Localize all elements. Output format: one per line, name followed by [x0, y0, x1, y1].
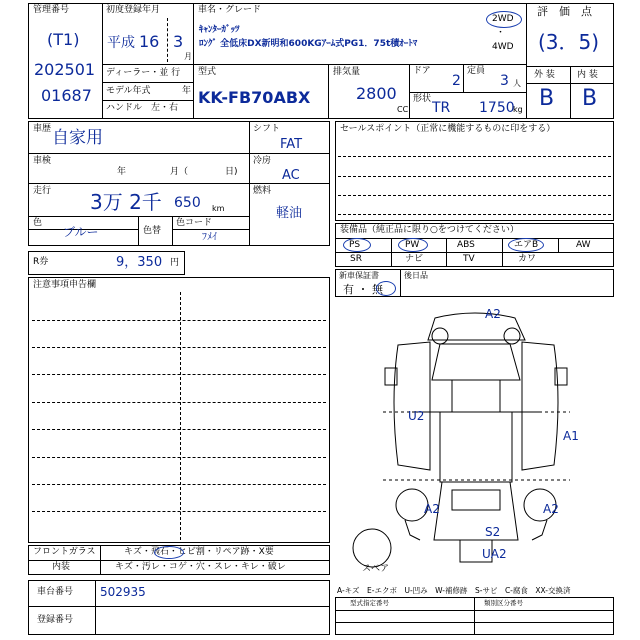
teiin-label: 定員 — [467, 66, 486, 76]
warranty-value: 有 ・ 無 — [343, 283, 383, 296]
spare-label: スペア — [362, 564, 390, 574]
warranty-label: 新車保証書 — [339, 271, 379, 280]
register-label: 登録番号 — [37, 615, 74, 625]
dmg-u2: U2 — [408, 409, 425, 423]
shaken-nen: 年 — [117, 167, 127, 177]
soko-value: 3万 2千 — [90, 190, 162, 214]
kanri-line1: (T1) — [47, 30, 80, 49]
equip-sr: SR — [350, 254, 362, 264]
kentei-l1: 型式指定番号 — [350, 599, 389, 607]
score-value: (3．5) — [538, 30, 600, 54]
shasho-label: 車歴 — [33, 124, 52, 134]
keijo-label: 形状 — [413, 94, 432, 104]
chassis-value: 502935 — [100, 585, 146, 599]
recycle-unit: 円 — [170, 258, 180, 268]
color-code-label: 色コード — [176, 218, 213, 228]
kentei-l2: 類別区分番号 — [484, 599, 523, 607]
model-year-unit: 年 — [182, 86, 192, 96]
shaken-hi: 日) — [225, 167, 238, 177]
dmg-a1: A1 — [563, 429, 579, 443]
record-label: 後日品 — [404, 271, 428, 280]
front-glass-label: フロントガラス — [33, 547, 96, 557]
shodo-month-unit: 月 — [184, 52, 192, 61]
kanri-label: 管理番号 — [33, 5, 70, 15]
drive-2wd: 2WD — [492, 14, 514, 24]
teiin-value: 3 — [500, 73, 509, 89]
chassis-block — [28, 580, 330, 635]
dealer-label: ディーラー・並 行 — [106, 68, 181, 78]
shodo-label: 初度登録年月 — [106, 5, 161, 15]
drive-dot: ・ — [496, 28, 506, 38]
fuel-value: 軽油 — [276, 206, 303, 221]
soko-sub: 650 — [174, 195, 201, 211]
shaken-gatsu: 月（ — [170, 167, 189, 177]
door-value: 2 — [452, 73, 461, 89]
drive-4wd: 4WD — [492, 42, 514, 52]
door-label: ドア — [413, 66, 431, 76]
cooler-label: 冷房 — [253, 156, 272, 166]
equip-aw: AW — [576, 240, 591, 250]
color-value: ブルー — [63, 225, 99, 239]
int-label: 内 装 — [577, 70, 598, 80]
equip-tv: TV — [463, 254, 475, 264]
cooler-value: AC — [282, 168, 300, 183]
front-glass-value: キズ・飛石・ヒビ割・リペア跡・X要 — [124, 547, 274, 557]
engine-unit: CC — [397, 105, 409, 114]
notes-label: 注意事項申告欄 — [33, 280, 97, 290]
recycle-value: 9，350 — [116, 255, 163, 270]
handle-label: ハンドル 左・右 — [106, 103, 179, 113]
shift-label: シフト — [253, 124, 281, 134]
dmg-s2: S2 — [485, 525, 501, 539]
shift-value: FAT — [280, 137, 303, 152]
name-label: 車名・グレード — [198, 5, 262, 15]
dmg-ua2: UA2 — [482, 547, 507, 561]
engine-value: 2800 — [356, 84, 397, 103]
dmg-a2-top: A2 — [485, 307, 501, 321]
dmg-a2-left: A2 — [424, 502, 440, 516]
damage-legend: A-キズ E-エクボ U-凹み W-補修跡 S-サビ C-腐食 XX-交換済 — [337, 586, 571, 595]
name-line2: ﾛﾝｸﾞ 全低床DX新明和600KGｱｰﾑ式PG1．75t積ｵｰﾄﾏ — [199, 39, 418, 49]
ext-label: 外 装 — [534, 70, 555, 80]
weight-value: 1750 — [479, 100, 515, 116]
int-value: B — [582, 86, 598, 111]
score-label: 評 価 点 — [537, 5, 592, 18]
shaken-label: 車検 — [33, 156, 52, 166]
equipment-label: 装備品（純正品に限り○をつけてください） — [340, 225, 519, 235]
color-kata-label: 色替 — [143, 226, 162, 236]
equip-pw: PW — [405, 240, 420, 250]
weight-unit: kg — [513, 105, 523, 114]
naisou-value: キズ・汚レ・コゲ・穴・スレ・キレ・破レ — [115, 562, 286, 572]
fuel-label: 燃料 — [253, 186, 272, 196]
equip-abs: ABS — [457, 240, 475, 250]
dmg-a2-right: A2 — [543, 502, 559, 516]
equip-kawa: カワ — [518, 254, 537, 264]
engine-label: 排気量 — [333, 67, 361, 77]
model-year-label: モデル年式 — [106, 86, 151, 96]
equip-ps: PS — [349, 240, 361, 250]
soko-label: 走行 — [33, 186, 52, 196]
kanri-line2: 202501 — [34, 60, 96, 79]
naisou-label: 内装 — [52, 562, 71, 572]
recycle-label: R券 — [33, 257, 49, 267]
glass-circle — [154, 546, 184, 559]
teiin-unit: 人 — [513, 79, 521, 88]
equip-airb: エアB — [514, 240, 539, 250]
shodo-year: 16 — [139, 32, 160, 51]
shodo-era: 平成 — [107, 35, 135, 51]
equip-navi: ナビ — [405, 254, 424, 264]
shodo-month: 3 — [173, 32, 184, 51]
katashiki-label: 型式 — [198, 67, 217, 77]
katashiki-value: KK-FB70ABX — [198, 88, 311, 107]
ext-value: B — [539, 86, 555, 111]
shasho-value: 自家用 — [52, 128, 103, 148]
chassis-label: 車台番号 — [37, 587, 74, 597]
color-label: 色 — [33, 218, 43, 228]
kanri-line3: 01687 — [41, 86, 92, 105]
soko-unit: km — [212, 204, 225, 213]
color-code-value: ﾌﾒｲ — [202, 232, 217, 243]
name-line1: ｷｬﾝﾀｰｶﾞｯﾂ — [199, 25, 240, 35]
keijo-value: TR — [432, 100, 451, 116]
sales-label: セールスポイント（正常に機能するものに印をする） — [340, 124, 556, 134]
